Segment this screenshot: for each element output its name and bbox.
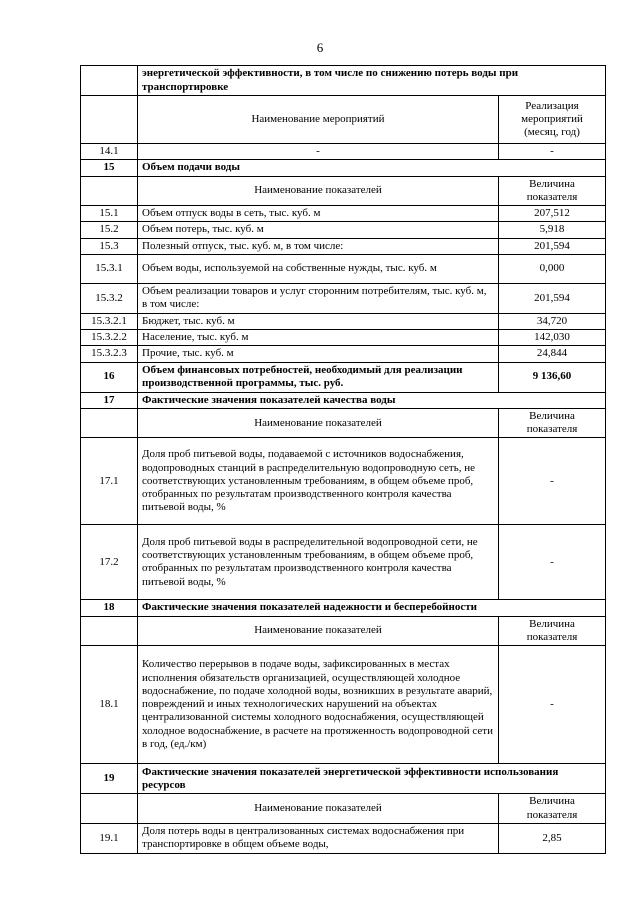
table-row: 15.3.1 Объем воды, используемой на собственные нужды, тыс. куб. м 0,000 [81, 255, 606, 284]
table-row: 17.1 Доля проб питьевой воды, подаваемой с источников водоснабжения, водопроводных станций в распределительную водопроводную сеть, не соответствующих установленным требованиям, в общем объеме проб, отобранных по результатам производственного контроля качества питьевой воды, % - [81, 438, 606, 525]
table-row: 14.1 - - [81, 144, 606, 160]
column-header-value: Величина показателя [499, 176, 606, 206]
table-row: 15.3.2.2 Население, тыс. куб. м 142,030 [81, 329, 606, 345]
table-row: 15.3.2.1 Бюджет, тыс. куб. м 34,720 [81, 313, 606, 329]
column-header-value: Величина показателя [499, 616, 606, 646]
section-intro-text: энергетической эффективности, в том числе по снижению потерь воды при транспортировке [138, 66, 606, 96]
table-header-row [81, 616, 606, 646]
table-row: 17.2 Доля проб питьевой воды в распределительной водопроводной сети, не соответствующих установленным требованиям, в общем объеме проб, отобранных по результатам производственного контроля качества питьевой воды, % - [81, 525, 606, 600]
table-row: 15.3.2 Объем реализации товаров и услуг сторонним потребителям, тыс. куб. м, в том числе: 201,594 [81, 284, 606, 314]
section-row: 16 Объем финансовых потребностей, необходимый для реализации производственной программы, тыс. руб. 9 136,60 [81, 362, 606, 392]
section-row: 17 Фактические значения показателей качества воды [81, 392, 606, 408]
page-number: 6 [316, 40, 324, 55]
column-header-name: Наименование показателей [138, 176, 499, 206]
column-header-name: Наименование мероприятий [138, 96, 499, 144]
indicators-table [80, 65, 606, 854]
table-row: 18.1 Количество перерывов в подаче воды, зафиксированных в местах исполнения обязательств организацией, осуществляющей холодное водоснабжение, по подаче холодной воды, возникших в результате аварий, повреждений и иных технологических нарушений на объектах централизованной системы холодного водоснабжения, осуществляющей холодное водоснабжение, в расчете на протяженность водопроводной сети в год, (ед./км) - [81, 646, 606, 764]
table-header-row [81, 176, 606, 206]
table-row: 15.2 Объем потерь, тыс. куб. м 5,918 [81, 222, 606, 238]
section-row: 15 Объем подачи воды [81, 160, 606, 176]
section-row: 19 Фактические значения показателей энергетической эффективности использования ресурсов [81, 764, 606, 794]
table-header-row [81, 408, 606, 438]
table-header-row [81, 794, 606, 824]
column-header-name: Наименование показателей [138, 408, 499, 438]
table-header-row [81, 96, 606, 144]
column-header-value: Величина показателя [499, 794, 606, 824]
table-row: 19.1 Доля потерь воды в централизованных системах водоснабжения при транспортировке в общем объеме воды, 2,85 [81, 823, 606, 853]
column-header-name: Наименование показателей [138, 616, 499, 646]
table-row [81, 66, 606, 96]
column-header-value: Реализация мероприятий (месяц, год) [499, 96, 606, 144]
column-header-value: Величина показателя [499, 408, 606, 438]
table-row: 15.3 Полезный отпуск, тыс. куб. м, в том числе: 201,594 [81, 238, 606, 254]
column-header-name: Наименование показателей [138, 794, 499, 824]
section-row: 18 Фактические значения показателей надежности и бесперебойности [81, 600, 606, 616]
table-row: 15.1 Объем отпуск воды в сеть, тыс. куб. м 207,512 [81, 206, 606, 222]
table-row: 15.3.2.3 Прочие, тыс. куб. м 24,844 [81, 346, 606, 362]
